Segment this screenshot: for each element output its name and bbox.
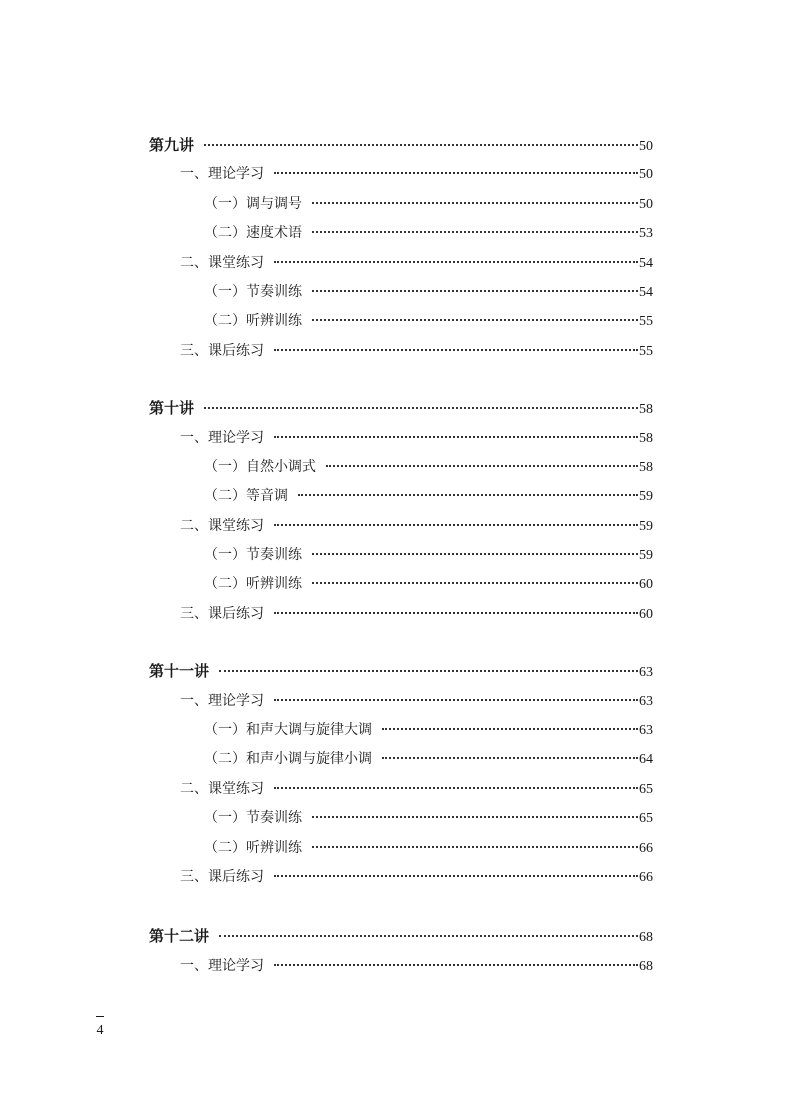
- toc-section-entry[interactable]: [149, 424, 653, 453]
- toc-subsection-entry[interactable]: [149, 716, 653, 745]
- toc-subsection-entry[interactable]: [149, 190, 653, 219]
- toc-entry-title: （二）听辨训练: [204, 313, 302, 330]
- toc-entry-title: 第十讲: [149, 399, 195, 418]
- dot-leader: [274, 964, 638, 966]
- toc-entry-page: 60: [639, 606, 653, 622]
- toc-entry-page: 63: [639, 665, 653, 681]
- toc-subsection-entry[interactable]: [149, 307, 653, 336]
- dot-leader: [219, 670, 638, 672]
- toc-entry-title: （二）速度术语: [204, 225, 302, 242]
- toc-entry-page: 58: [639, 402, 653, 418]
- dot-leader: [312, 582, 638, 584]
- table-of-contents: [149, 131, 653, 1009]
- toc-entry-title: 一、理论学习: [180, 692, 264, 709]
- toc-entry-page: 66: [639, 840, 653, 856]
- dot-leader: [204, 407, 638, 409]
- toc-entry-title: 二、课堂练习: [180, 517, 264, 534]
- toc-entry-title: （一）节奏训练: [204, 283, 302, 300]
- toc-section-entry[interactable]: [149, 337, 653, 366]
- dot-leader: [274, 699, 638, 701]
- toc-subsection-entry[interactable]: [149, 482, 653, 511]
- toc-entry-title: 三、课后练习: [180, 342, 264, 359]
- toc-entry-title: 一、理论学习: [180, 429, 264, 446]
- dot-leader: [312, 816, 638, 818]
- toc-chapter-entry[interactable]: [149, 394, 653, 423]
- toc-chapter-block: [149, 131, 653, 366]
- toc-entry-page: 59: [639, 518, 653, 534]
- toc-entry-title: 三、课后练习: [180, 605, 264, 622]
- toc-entry-page: 50: [639, 196, 653, 212]
- toc-entry-page: 50: [639, 167, 653, 183]
- toc-subsection-entry[interactable]: [149, 745, 653, 774]
- toc-entry-page: 63: [639, 723, 653, 739]
- toc-subsection-entry[interactable]: [149, 804, 653, 833]
- toc-entry-title: （一）节奏训练: [204, 547, 302, 564]
- toc-section-entry[interactable]: [149, 512, 653, 541]
- toc-entry-title: 一、理论学习: [180, 166, 264, 183]
- toc-entry-page: 58: [639, 430, 653, 446]
- toc-subsection-entry[interactable]: [149, 834, 653, 863]
- toc-chapter-entry[interactable]: [149, 922, 653, 951]
- toc-entry-title: 一、理论学习: [180, 957, 264, 974]
- toc-section-entry[interactable]: [149, 160, 653, 189]
- toc-entry-title: 第九讲: [149, 136, 195, 154]
- toc-entry-title: （二）和声小调与旋律小调: [204, 751, 372, 768]
- toc-entry-title: 三、课后练习: [180, 868, 264, 885]
- toc-entry-page: 50: [639, 139, 653, 154]
- toc-entry-title: （一）自然小调式: [204, 458, 316, 475]
- dot-leader: [219, 935, 638, 937]
- toc-section-entry[interactable]: [149, 952, 653, 981]
- toc-entry-page: 59: [639, 548, 653, 564]
- dot-leader: [274, 172, 638, 174]
- page-number: [95, 1016, 105, 1039]
- dot-leader: [382, 728, 638, 730]
- toc-subsection-entry[interactable]: [149, 541, 653, 570]
- toc-entry-title: 第十二讲: [149, 927, 210, 946]
- page-number-text: 4: [96, 1023, 104, 1038]
- dot-leader: [312, 202, 638, 204]
- toc-entry-page: 65: [639, 781, 653, 797]
- toc-chapter-block: [149, 922, 653, 981]
- dot-leader: [298, 494, 638, 496]
- toc-section-entry[interactable]: [149, 775, 653, 804]
- toc-entry-page: 53: [639, 226, 653, 242]
- toc-section-entry[interactable]: [149, 600, 653, 629]
- toc-entry-page: 58: [639, 459, 653, 475]
- dot-leader: [274, 261, 638, 263]
- toc-section-entry[interactable]: [149, 687, 653, 716]
- toc-entry-page: 66: [639, 869, 653, 885]
- toc-entry-title: （二）等音调: [204, 488, 288, 505]
- toc-chapter-entry[interactable]: [149, 657, 653, 686]
- toc-chapter-block: [149, 657, 653, 892]
- toc-section-entry[interactable]: [149, 249, 653, 278]
- toc-entry-page: 65: [639, 811, 653, 827]
- toc-entry-page: 68: [639, 930, 653, 946]
- toc-section-entry[interactable]: [149, 863, 653, 892]
- toc-entry-page: 54: [639, 255, 653, 271]
- toc-entry-title: （一）调与调号: [204, 195, 302, 212]
- dot-leader: [382, 757, 638, 759]
- toc-entry-title: （二）听辨训练: [204, 839, 302, 856]
- dot-leader: [274, 524, 638, 526]
- dot-leader: [312, 553, 638, 555]
- toc-entry-title: 二、课堂练习: [180, 254, 264, 271]
- page-number-rule: [96, 1016, 104, 1017]
- dot-leader: [274, 787, 638, 789]
- toc-entry-title: 第十一讲: [149, 662, 210, 681]
- toc-entry-title: （二）听辨训练: [204, 576, 302, 593]
- toc-entry-title: （一）节奏训练: [204, 810, 302, 827]
- toc-entry-page: 63: [639, 693, 653, 709]
- dot-leader: [312, 290, 638, 292]
- toc-entry-page: 55: [639, 343, 653, 359]
- toc-subsection-entry[interactable]: [149, 278, 653, 307]
- toc-entry-page: 59: [639, 489, 653, 505]
- toc-subsection-entry[interactable]: [149, 570, 653, 599]
- dot-leader: [312, 231, 638, 233]
- dot-leader: [312, 319, 638, 321]
- toc-subsection-entry[interactable]: [149, 219, 653, 248]
- dot-leader: [312, 846, 638, 848]
- toc-entry-page: 55: [639, 314, 653, 330]
- toc-entry-page: 68: [639, 958, 653, 974]
- toc-entry-title: （一）和声大调与旋律大调: [204, 722, 372, 739]
- toc-entry-title: 二、课堂练习: [180, 780, 264, 797]
- dot-leader: [326, 465, 638, 467]
- toc-chapter-block: [149, 394, 653, 629]
- toc-entry-page: 60: [639, 577, 653, 593]
- toc-chapter-entry[interactable]: [149, 131, 653, 160]
- toc-subsection-entry[interactable]: [149, 453, 653, 482]
- dot-leader: [274, 875, 638, 877]
- dot-leader: [274, 349, 638, 351]
- toc-entry-page: 54: [639, 284, 653, 300]
- dot-leader: [274, 612, 638, 614]
- dot-leader: [274, 436, 638, 438]
- dot-leader: [204, 144, 638, 146]
- toc-entry-page: 64: [639, 752, 653, 768]
